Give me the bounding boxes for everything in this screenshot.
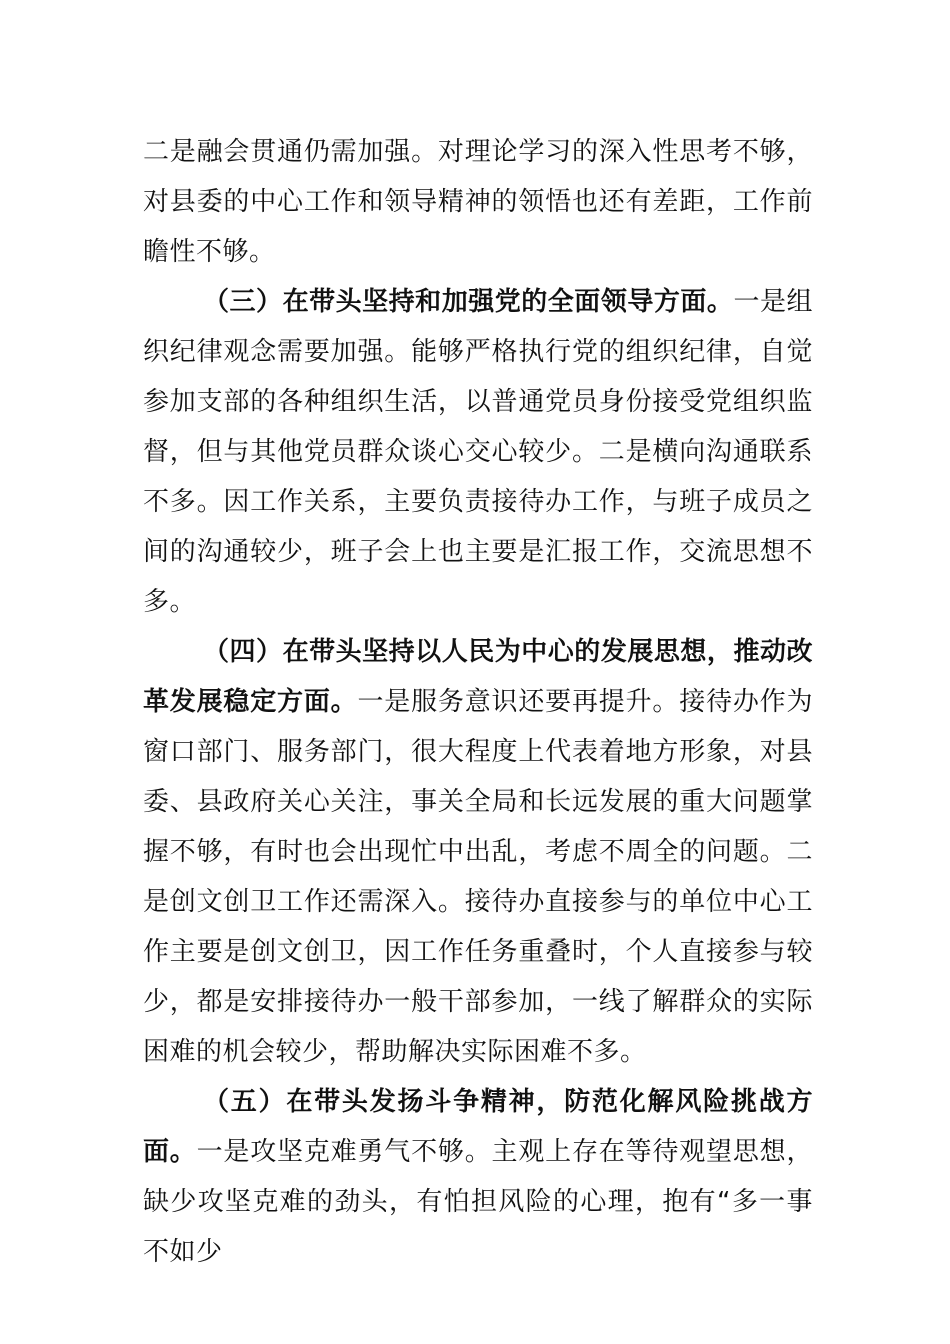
paragraph-3-body: 一是服务意识还要再提升。接待办作为窗口部门、服务部门，很大程度上代表着地方形象，对县委、县政府关心关注，事关全局和长远发展的重大问题掌握不够，有时也会出现忙中出乱，考虑不周全的问题。二是创文创卫工作还需深入。接待办直接参与的单位中心工作主要是创文创卫，因工作任务重叠时，个人直接参与较少，都是安排接待办一般干部参加，一线了解群众的实际困难的机会较少，帮助解决实际困难不多。 <box>143 687 813 1067</box>
paragraph-2 <box>143 277 813 627</box>
paragraph-1 <box>143 127 813 277</box>
section-5-heading: （五）在带头发扬斗争精神，防范化解风险挑战方面。 <box>143 1087 813 1167</box>
paragraph-3 <box>143 627 813 1077</box>
paragraph-2-body: 一是组织纪律观念需要加强。能够严格执行党的组织纪律，自觉参加支部的各种组织生活，以普通党员身份接受党组织监督，但与其他党员群众谈心交心较少。二是横向沟通联系不多。因工作关系，主要负责接待办工作，与班子成员之间的沟通较少，班子会上也主要是汇报工作，交流思想不多。 <box>143 287 813 617</box>
document-body <box>143 127 813 1277</box>
paragraph-1-body: 二是融会贯通仍需加强。对理论学习的深入性思考不够，对县委的中心工作和领导精神的领悟也还有差距，工作前瞻性不够。 <box>143 137 813 267</box>
section-3-heading: （三）在带头坚持和加强党的全面领导方面。 <box>203 287 734 317</box>
paragraph-4 <box>143 1077 813 1277</box>
section-4-heading: （四）在带头坚持以人民为中心的发展思想，推动改革发展稳定方面。 <box>143 637 813 717</box>
paragraph-4-body: 一是攻坚克难勇气不够。主观上存在等待观望思想，缺少攻坚克难的劲头，有怕担风险的心理，抱有“多一事不如少 <box>143 1137 813 1267</box>
